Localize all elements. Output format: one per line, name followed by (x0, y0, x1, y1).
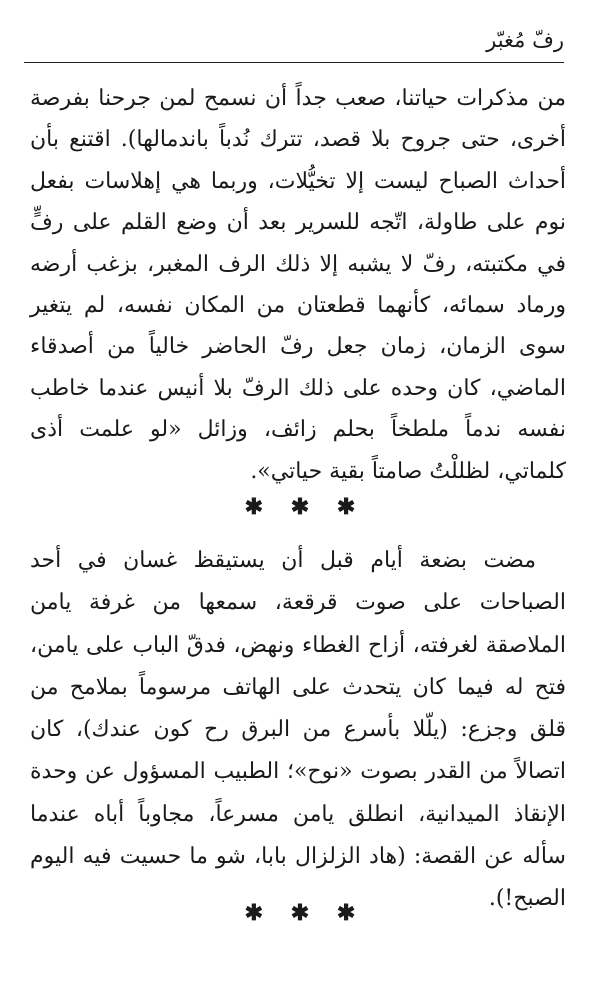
section-divider (0, 494, 600, 520)
asterisk-icon: ✱ (290, 900, 310, 926)
asterisk-icon: ✱ (336, 900, 356, 926)
paragraph-2: مضت بضعة أيام قبل أن يستيقظ غسان في أحد الصباحات على صوت قرقعة، سمعها من غرفة يامن الملاصقة لغرفته، أزاح الغطاء ونهض، فدقّ الباب على يامن، فتح له فيما كان يتحدث على الهاتف مرسوماً بملامح من قلق وجزع: (يلّلا بأسرع من البرق رح كون عندك)، كان اتصالاً من القدر بصوت «نوح»؛ الطبيب المسؤول عن وحدة الإنقاذ الميدانية، انطلق يامن مسرعاً، مجاوباً أباه عندما سأله عن القصة: (هاد الزلزال بابا، شو ما حسيت فيه اليوم الصبح!). (30, 548, 566, 912)
asterisk-icon: ✱ (244, 494, 264, 520)
asterisk-icon: ✱ (290, 494, 310, 520)
asterisk-icon: ✱ (244, 900, 264, 926)
paragraph-1: من مذكرات حياتنا، صعب جداً أن نسمح لمن جرحنا بفرصة أخرى، حتى جروح بلا قصد، تترك نُدباً باندمالها). اقتنع بأن أحداث الصباح ليست إلا تخيُّلات، وربما هي إهلاسات بفعل نوم على طاولة، اتّجه للسرير بعد أن وضع القلم على رفٍّ في مكتبته، رفّ لا يشبه إلا ذلك الرف المغبر، بزغب أرضه ورماد سمائه، كأنهما قطعتان من المكان نفسه، لم يتغير سوى الزمان، زمان جعل رفّ الحاضر خالياً من أصدقاء الماضي، كان وحده على ذلك الرفّ بلا أنيس عندما خاطب نفسه ندماً ملطخاً بحلم زائف، وزائل «لو علمت أذى كلماتي، لظللْتُ صامتاً بقية حياتي». (30, 86, 566, 484)
asterisk-icon: ✱ (336, 494, 356, 520)
section-divider (0, 900, 600, 926)
header-rule (24, 62, 564, 63)
running-header-title: رفّ مُغبّر (486, 28, 564, 52)
